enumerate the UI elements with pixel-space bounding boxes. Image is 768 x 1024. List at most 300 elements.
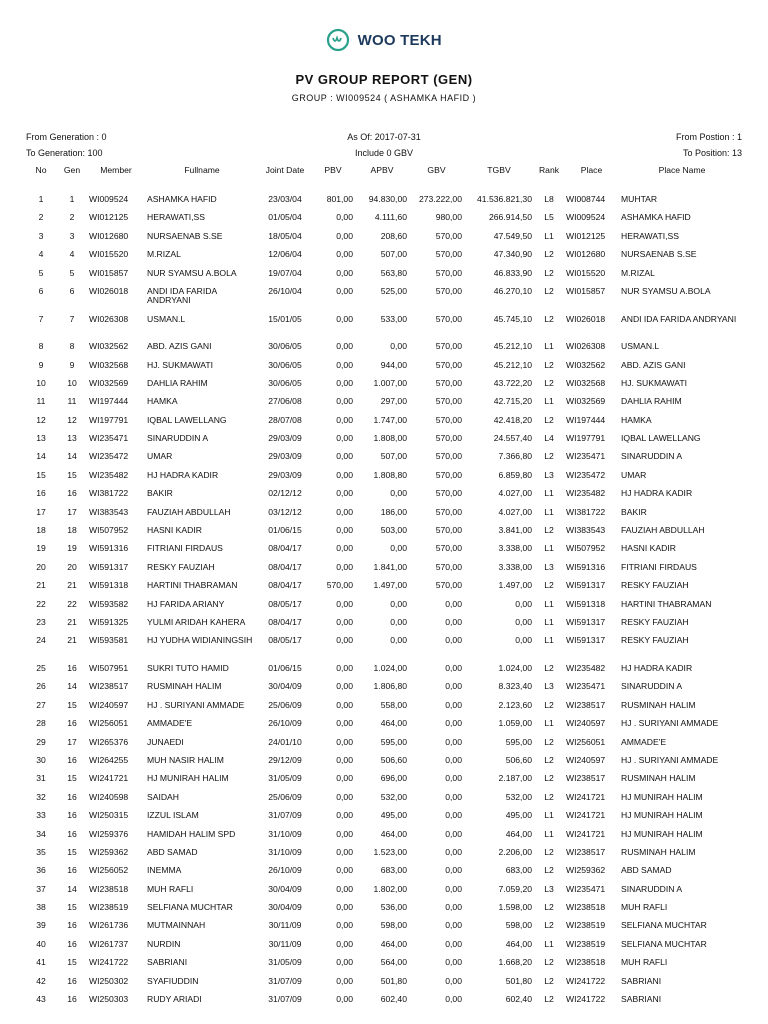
cell-gen: 16 (67, 994, 77, 1005)
cell-gbv: 570,00 (435, 543, 462, 554)
table-row (25, 770, 745, 788)
cell-place-name: HJ MUNIRAH HALIM (621, 828, 703, 839)
cell-no: 25 (36, 662, 46, 673)
col-header-pbv: PBV (324, 165, 342, 175)
cell-place-name: USMAN.L (621, 341, 660, 352)
cell-pbv: 0,00 (336, 561, 353, 572)
cell-tgbv: 266.914,50 (488, 212, 532, 223)
cell-gen: 11 (67, 396, 77, 407)
cell-rank: L3 (544, 681, 554, 692)
cell-apbv: 696,00 (380, 773, 407, 784)
table-row (25, 734, 745, 752)
cell-member: WI012680 (89, 230, 129, 241)
cell-no: 31 (36, 773, 46, 784)
cell-pbv: 0,00 (336, 846, 353, 857)
cell-member: WI381722 (89, 488, 129, 499)
cell-joint-date: 31/07/09 (268, 975, 302, 986)
cell-gen: 16 (67, 975, 77, 986)
cell-tgbv: 0,00 (515, 617, 532, 627)
cell-fullname: USMAN.L (147, 313, 186, 324)
cell-joint-date: 23/03/04 (268, 194, 302, 204)
cell-fullname: RUDY ARIADI (147, 994, 202, 1005)
cell-place-name: MUHTAR (621, 194, 658, 204)
cell-place-name: MUH RAFLI (621, 902, 668, 913)
cell-member: WI009524 (89, 194, 129, 204)
cell-gbv: 0,00 (445, 699, 462, 710)
cell-rank: L2 (544, 902, 554, 913)
cell-joint-date: 08/04/17 (268, 617, 302, 627)
cell-gen: 15 (67, 846, 77, 857)
cell-joint-date: 30/04/09 (268, 883, 302, 894)
col-header-apbv: APBV (370, 165, 394, 175)
cell-joint-date: 01/06/15 (268, 662, 302, 673)
cell-fullname: RUSMINAH HALIM (147, 681, 222, 692)
cell-place: WI032569 (566, 396, 606, 407)
cell-no: 16 (36, 488, 46, 499)
cell-place: WI240597 (566, 718, 606, 729)
cell-apbv: 495,00 (380, 810, 407, 821)
cell-no: 27 (36, 699, 46, 710)
table-row (25, 504, 745, 522)
cell-tgbv: 501,80 (505, 975, 532, 986)
cell-joint-date: 25/06/09 (268, 699, 302, 710)
cell-place-name: MUH RAFLI (621, 957, 668, 968)
cell-tgbv: 8.323,40 (498, 681, 532, 692)
cell-pbv: 0,00 (336, 938, 353, 949)
cell-no: 15 (36, 469, 46, 480)
cell-rank: L1 (544, 617, 554, 627)
cell-no: 36 (36, 865, 46, 876)
cell-no: 24 (36, 635, 46, 646)
cell-apbv: 0,00 (390, 635, 407, 646)
table-row (25, 899, 745, 917)
cell-fullname: SABRIANI (147, 957, 188, 968)
cell-no: 34 (36, 828, 46, 839)
cell-tgbv: 43.722,20 (493, 377, 532, 388)
cell-no: 3 (38, 230, 44, 241)
cell-tgbv: 1.497,00 (498, 580, 532, 591)
cell-apbv: 1.808,00 (373, 433, 407, 444)
cell-no: 37 (36, 883, 46, 894)
cell-gbv: 0,00 (445, 883, 462, 894)
cell-tgbv: 24.557,40 (493, 433, 532, 444)
cell-no: 20 (36, 561, 46, 572)
cell-gbv: 0,00 (445, 902, 462, 913)
cell-member: WI235471 (89, 433, 129, 444)
cell-place-name: RUSMINAH HALIM (621, 846, 696, 857)
cell-place: WI238517 (566, 773, 606, 784)
cell-member: WI238517 (89, 681, 129, 692)
table-row (25, 614, 745, 632)
cell-no: 23 (36, 617, 46, 627)
table-row (25, 917, 745, 935)
cell-rank: L1 (544, 810, 554, 821)
cell-apbv: 1.497,00 (373, 580, 407, 591)
table-row (25, 375, 745, 393)
cell-pbv: 0,00 (336, 506, 353, 517)
cell-member: WI240598 (89, 791, 129, 802)
cell-joint-date: 29/03/09 (268, 469, 302, 480)
cell-place: WI238519 (566, 938, 606, 949)
cell-no: 10 (36, 377, 46, 388)
cell-place: WI032562 (566, 359, 606, 370)
cell-pbv: 0,00 (336, 451, 353, 462)
col-header-fullname: Fullname (184, 165, 220, 175)
cell-gbv: 570,00 (435, 359, 462, 370)
cell-tgbv: 1.668,20 (498, 957, 532, 968)
cell-tgbv: 1.059,00 (498, 718, 532, 729)
cell-fullname: ABD. AZIS GANI (147, 341, 212, 352)
table-row (25, 660, 745, 678)
cell-gen: 1 (69, 194, 75, 204)
cell-place-name: ANDI IDA FARIDA ANDRYANI (621, 313, 737, 324)
cell-place-name: HJ . SURIYANI AMMADE (621, 718, 719, 729)
cell-no: 41 (36, 957, 46, 968)
cell-joint-date: 31/07/09 (268, 810, 302, 821)
cell-rank: L2 (544, 249, 554, 260)
cell-place-name: RUSMINAH HALIM (621, 699, 696, 710)
col-header-joint-date: Joint Date (265, 165, 305, 175)
cell-fullname: SYAFIUDDIN (147, 975, 199, 986)
cell-fullname: SELFIANA MUCHTAR (147, 902, 233, 913)
cell-apbv: 563,80 (380, 267, 407, 278)
cell-member: WI026018 (89, 285, 129, 296)
cell-gen: 13 (67, 433, 77, 444)
cell-pbv: 0,00 (336, 433, 353, 444)
cell-fullname: HERAWATI,SS (147, 212, 205, 223)
cell-rank: L2 (544, 414, 554, 425)
cell-member: WI240597 (89, 699, 129, 710)
cell-gen: 14 (67, 451, 77, 462)
cell-joint-date: 02/12/12 (268, 488, 302, 499)
table-row (25, 522, 745, 540)
cell-tgbv: 602,40 (505, 994, 532, 1005)
cell-apbv: 1.024,00 (373, 662, 407, 673)
cell-apbv: 1.806,80 (373, 681, 407, 692)
cell-rank: L8 (544, 194, 554, 204)
cell-fullname: IQBAL LAWELLANG (147, 414, 227, 425)
cell-tgbv: 2.123,60 (498, 699, 532, 710)
cell-joint-date: 26/10/09 (268, 718, 302, 729)
cell-rank: L1 (544, 396, 554, 407)
cell-gen: 22 (67, 598, 77, 609)
cell-member: WI241722 (89, 957, 129, 968)
cell-place-name: HJ HADRA KADIR (621, 662, 693, 673)
cell-place: WI032568 (566, 377, 606, 388)
cell-place-name: M.RIZAL (621, 267, 655, 278)
cell-rank: L1 (544, 718, 554, 729)
cell-rank: L5 (544, 212, 554, 223)
cell-place: WI238517 (566, 846, 606, 857)
cell-member: WI264255 (89, 754, 129, 765)
cell-place: WI197791 (566, 433, 606, 444)
col-header-place-name: Place Name (658, 165, 706, 175)
cell-place-name: RESKY FAUZIAH (621, 617, 689, 627)
cell-place-name: RESKY FAUZIAH (621, 580, 689, 591)
cell-member: WI012125 (89, 212, 129, 223)
cell-gen: 12 (67, 414, 77, 425)
cell-no: 1 (38, 194, 44, 204)
brand-logo (0, 28, 768, 52)
cell-place: WI259362 (566, 865, 606, 876)
cell-member: WI591317 (89, 561, 129, 572)
cell-joint-date: 31/10/09 (268, 846, 302, 857)
table-row (25, 393, 745, 411)
table-row (25, 715, 745, 733)
cell-tgbv: 0,00 (515, 635, 532, 646)
cell-fullname: SUKRI TUTO HAMID (147, 662, 229, 673)
cell-joint-date: 29/03/09 (268, 433, 302, 444)
cell-gbv: 570,00 (435, 433, 462, 444)
table-row (25, 191, 745, 209)
cell-fullname: ABD SAMAD (147, 846, 198, 857)
cell-gen: 20 (67, 561, 77, 572)
cell-fullname: HAMKA (147, 396, 178, 407)
cell-apbv: 501,80 (380, 975, 407, 986)
cell-apbv: 1.802,00 (373, 883, 407, 894)
cell-no: 5 (38, 267, 44, 278)
cell-member: WI265376 (89, 736, 129, 747)
report-group: GROUP : WI009524 ( ASHAMKA HAFID ) (291, 93, 477, 103)
table-header-row (25, 165, 745, 191)
cell-apbv: 525,00 (380, 285, 407, 296)
woo-tekh-logo-icon (326, 28, 350, 52)
table-row (25, 973, 745, 991)
cell-tgbv: 464,00 (505, 938, 532, 949)
cell-fullname: YULMI ARIDAH KAHERA (147, 617, 246, 627)
cell-fullname: M.RIZAL (147, 249, 181, 260)
cell-gen: 16 (67, 920, 77, 931)
cell-gen: 5 (69, 267, 75, 278)
cell-gbv: 570,00 (435, 267, 462, 278)
cell-fullname: HAMIDAH HALIM SPD (147, 828, 236, 839)
cell-gbv: 0,00 (445, 865, 462, 876)
cell-place-name: HERAWATI,SS (621, 230, 679, 241)
cell-joint-date: 08/04/17 (268, 580, 302, 591)
cell-fullname: HJ . SURIYANI AMMADE (147, 699, 245, 710)
cell-rank: L2 (544, 285, 554, 296)
cell-rank: L3 (544, 469, 554, 480)
cell-fullname: ANDI IDA FARIDA ANDRYANI (147, 285, 217, 306)
cell-joint-date: 30/04/09 (268, 902, 302, 913)
table-row (25, 540, 745, 558)
cell-tgbv: 3.338,00 (498, 543, 532, 554)
cell-member: WI250302 (89, 975, 129, 986)
cell-rank: L2 (544, 451, 554, 462)
cell-gen: 16 (67, 754, 77, 765)
cell-gen: 21 (67, 580, 77, 591)
cell-fullname: HJ MUNIRAH HALIM (147, 773, 229, 784)
cell-rank: L2 (544, 994, 554, 1005)
cell-pbv: 0,00 (336, 883, 353, 894)
cell-gen: 14 (67, 883, 77, 894)
cell-member: WI015857 (89, 267, 129, 278)
cell-apbv: 0,00 (390, 598, 407, 609)
cell-apbv: 532,00 (380, 791, 407, 802)
to-position: To Position: 13 (682, 148, 742, 158)
cell-place: WI241721 (566, 828, 606, 839)
cell-pbv: 0,00 (336, 975, 353, 986)
cell-gen: 9 (69, 359, 75, 370)
cell-rank: L1 (544, 230, 554, 241)
col-header-place: Place (580, 165, 603, 175)
cell-tgbv: 3.841,00 (498, 525, 532, 536)
cell-apbv: 464,00 (380, 828, 407, 839)
cell-apbv: 683,00 (380, 865, 407, 876)
cell-tgbv: 1.024,00 (498, 662, 532, 673)
cell-gbv: 570,00 (435, 341, 462, 352)
cell-pbv: 0,00 (336, 230, 353, 241)
cell-member: WI256052 (89, 865, 129, 876)
cell-place-name: RUSMINAH HALIM (621, 773, 696, 784)
cell-no: 38 (36, 902, 46, 913)
cell-pbv: 801,00 (326, 194, 353, 204)
cell-rank: L2 (544, 975, 554, 986)
cell-tgbv: 45.212,10 (493, 341, 532, 352)
cell-pbv: 0,00 (336, 920, 353, 931)
cell-fullname: HJ YUDHA WIDIANINGSIH (147, 635, 253, 646)
cell-rank: L1 (544, 828, 554, 839)
cell-fullname: IZZUL ISLAM (147, 810, 199, 821)
cell-place: WI235471 (566, 681, 606, 692)
cell-no: 29 (36, 736, 46, 747)
col-header-member: Member (100, 165, 132, 175)
cell-no: 2 (38, 212, 44, 223)
cell-rank: L3 (544, 561, 554, 572)
cell-gbv: 0,00 (445, 975, 462, 986)
cell-rank: L2 (544, 736, 554, 747)
cell-gbv: 0,00 (445, 773, 462, 784)
cell-gbv: 570,00 (435, 451, 462, 462)
cell-tgbv: 464,00 (505, 828, 532, 839)
cell-joint-date: 24/01/10 (268, 736, 302, 747)
include-gbv: Include 0 GBV (354, 148, 414, 158)
cell-pbv: 0,00 (336, 617, 353, 627)
cell-pbv: 0,00 (336, 212, 353, 223)
cell-gen: 21 (67, 635, 77, 646)
cell-apbv: 1.007,00 (373, 377, 407, 388)
cell-gen: 21 (67, 617, 77, 627)
cell-gen: 19 (67, 543, 77, 554)
cell-no: 12 (36, 414, 46, 425)
cell-place: WI241721 (566, 791, 606, 802)
cell-rank: L2 (544, 699, 554, 710)
cell-rank: L4 (544, 433, 554, 444)
cell-gen: 16 (67, 791, 77, 802)
cell-joint-date: 08/05/17 (268, 635, 302, 646)
cell-gen: 2 (69, 212, 75, 223)
cell-place-name: HJ MUNIRAH HALIM (621, 810, 703, 821)
table-row (25, 632, 745, 660)
cell-place: WI591317 (566, 580, 606, 591)
table-row (25, 559, 745, 577)
cell-place: WI015857 (566, 285, 606, 296)
cell-rank: L2 (544, 920, 554, 931)
cell-pbv: 0,00 (336, 598, 353, 609)
cell-place-name: HAMKA (621, 414, 652, 425)
cell-joint-date: 31/05/09 (268, 957, 302, 968)
cell-place-name: HARTINI THABRAMAN (621, 598, 712, 609)
cell-tgbv: 532,00 (505, 791, 532, 802)
cell-pbv: 0,00 (336, 469, 353, 480)
cell-member: WI259362 (89, 846, 129, 857)
cell-joint-date: 31/05/09 (268, 773, 302, 784)
cell-joint-date: 30/11/09 (268, 938, 302, 949)
col-header-rank: Rank (538, 165, 560, 175)
pv-group-table (25, 165, 745, 1009)
cell-pbv: 0,00 (336, 249, 353, 260)
cell-member: WI591318 (89, 580, 129, 591)
cell-place-name: FAUZIAH ABDULLAH (621, 525, 705, 536)
cell-tgbv: 3.338,00 (498, 561, 532, 572)
cell-pbv: 570,00 (326, 580, 353, 591)
table-row (25, 936, 745, 954)
cell-gen: 15 (67, 957, 77, 968)
cell-gen: 15 (67, 469, 77, 480)
cell-place: WI241722 (566, 994, 606, 1005)
cell-apbv: 1.747,00 (373, 414, 407, 425)
to-generation: To Generation: 100 (26, 148, 103, 158)
cell-joint-date: 08/04/17 (268, 543, 302, 554)
table-row (25, 228, 745, 246)
cell-member: WI032569 (89, 377, 129, 388)
cell-apbv: 464,00 (380, 938, 407, 949)
cell-apbv: 564,00 (380, 957, 407, 968)
cell-member: WI241721 (89, 773, 129, 784)
cell-fullname: JUNAEDI (147, 736, 184, 747)
cell-gen: 17 (67, 736, 77, 747)
cell-tgbv: 6.859,80 (498, 469, 532, 480)
cell-place-name: IQBAL LAWELLANG (621, 433, 701, 444)
cell-apbv: 598,00 (380, 920, 407, 931)
cell-member: WI026308 (89, 313, 129, 324)
cell-place-name: SINARUDDIN A (621, 451, 683, 462)
cell-no: 33 (36, 810, 46, 821)
cell-fullname: NUR SYAMSU A.BOLA (147, 267, 237, 278)
cell-no: 28 (36, 718, 46, 729)
cell-pbv: 0,00 (336, 377, 353, 388)
cell-tgbv: 7.366,80 (498, 451, 532, 462)
cell-tgbv: 47.549,50 (493, 230, 532, 241)
cell-no: 14 (36, 451, 46, 462)
cell-place: WI383543 (566, 525, 606, 536)
cell-joint-date: 30/06/05 (268, 377, 302, 388)
cell-member: WI259376 (89, 828, 129, 839)
cell-fullname: HJ FARIDA ARIANY (147, 598, 225, 609)
cell-gen: 6 (69, 285, 75, 296)
cell-gen: 17 (67, 506, 77, 517)
cell-tgbv: 4.027,00 (498, 488, 532, 499)
cell-apbv: 558,00 (380, 699, 407, 710)
cell-gbv: 570,00 (435, 506, 462, 517)
cell-rank: L2 (544, 773, 554, 784)
table-row (25, 448, 745, 466)
table-row (25, 752, 745, 770)
cell-joint-date: 19/07/04 (268, 267, 302, 278)
cell-gbv: 570,00 (435, 313, 462, 324)
col-header-no: No (35, 165, 47, 175)
cell-apbv: 1.808,80 (373, 469, 407, 480)
cell-gen: 8 (69, 341, 75, 352)
cell-no: 22 (36, 598, 46, 609)
col-header-gen: Gen (63, 165, 81, 175)
cell-place: WI235472 (566, 469, 606, 480)
from-generation: From Generation : 0 (26, 132, 107, 142)
cell-rank: L1 (544, 938, 554, 949)
cell-rank: L2 (544, 846, 554, 857)
cell-pbv: 0,00 (336, 285, 353, 296)
cell-place: WI240597 (566, 754, 606, 765)
